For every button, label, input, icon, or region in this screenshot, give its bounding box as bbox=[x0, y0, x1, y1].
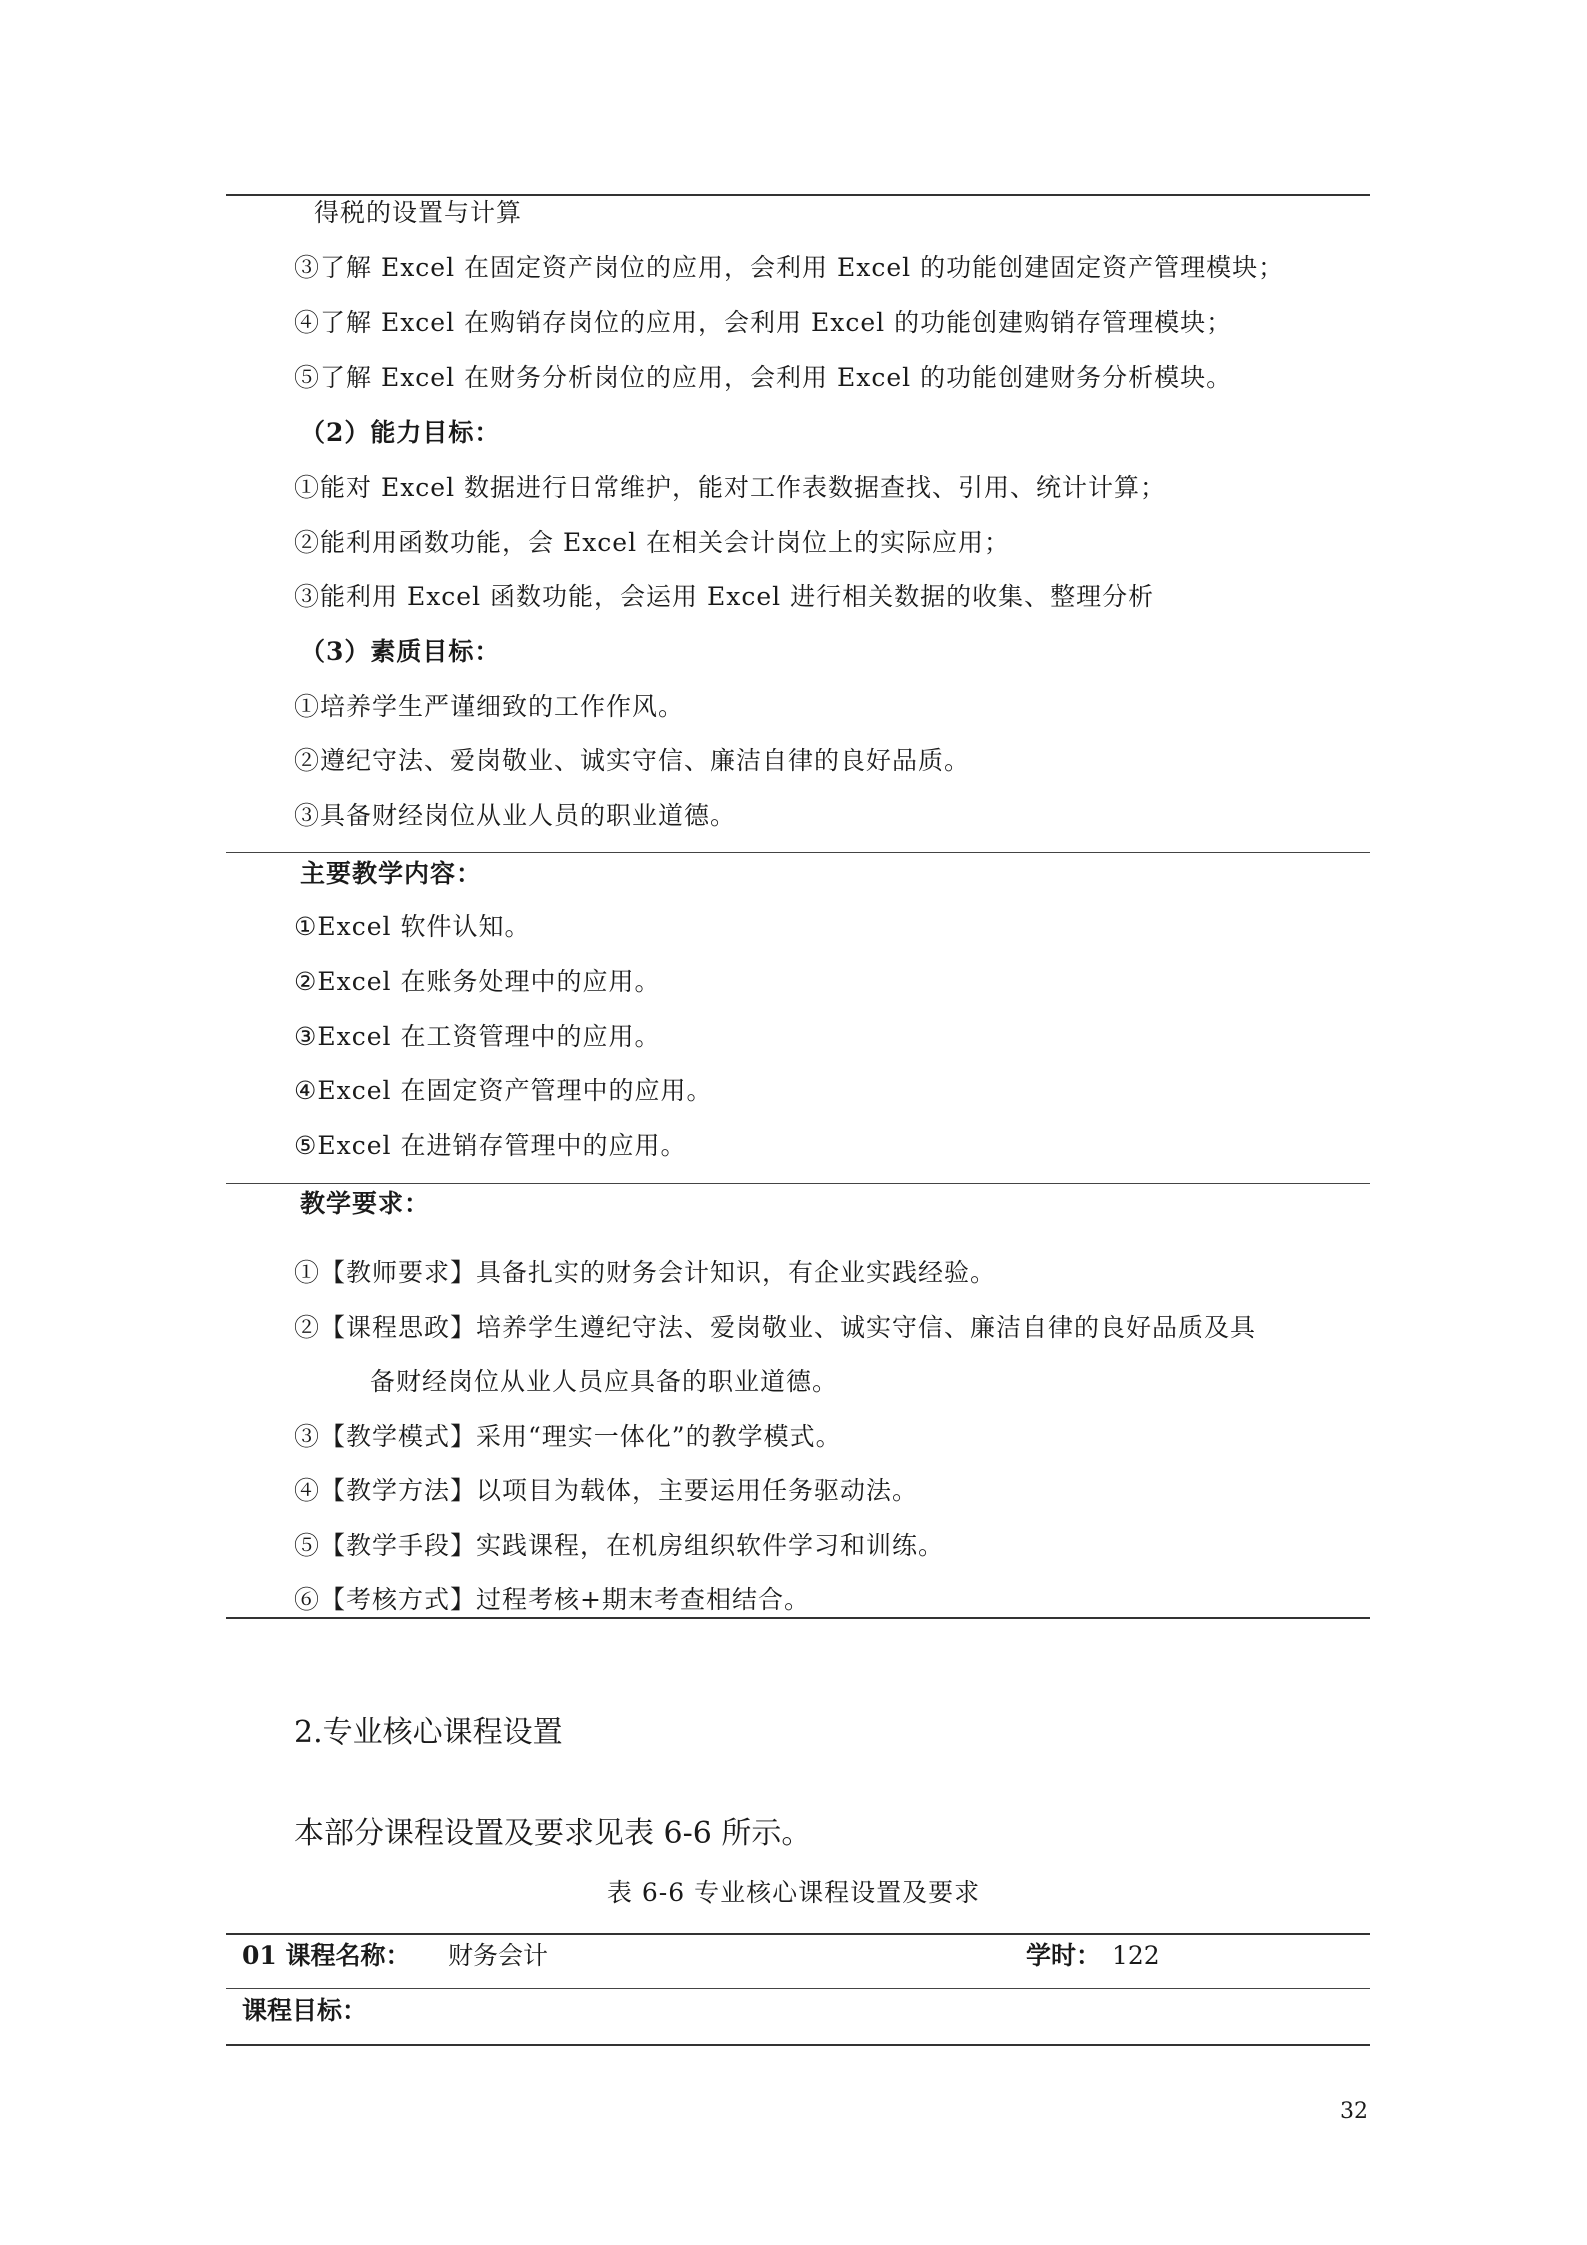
requirement-item: ①【教师要求】具备扎实的财务会计知识，有企业实践经验。 bbox=[294, 1258, 997, 1287]
course-name-label: 01 课程名称： bbox=[242, 1941, 411, 1970]
requirement-item: ②【课程思政】培养学生遵纪守法、爱岗敬业、诚实守信、廉洁自律的良好品质及具 bbox=[294, 1313, 1257, 1342]
table-bottom-border bbox=[226, 1617, 1370, 1619]
table-row-border bbox=[226, 2044, 1370, 2046]
requirement-item: ④【教学方法】以项目为载体，主要运用任务驱动法。 bbox=[294, 1476, 919, 1505]
course-goal-label: 课程目标： bbox=[242, 1996, 368, 2025]
quality-goal-heading: （3）素质目标： bbox=[300, 637, 501, 666]
teaching-requirements-heading: 教学要求： bbox=[300, 1189, 431, 1218]
text-line: ⑤了解 Excel 在财务分析岗位的应用，会利用 Excel 的功能创建财务分析模块。 bbox=[294, 363, 1233, 392]
ability-item: ①能对 Excel 数据进行日常维护，能对工作表数据查找、引用、统计计算； bbox=[294, 473, 1167, 502]
requirement-item: ⑤【教学手段】实践课程，在机房组织软件学习和训练。 bbox=[294, 1531, 945, 1560]
content-item: ⑤Excel 在进销存管理中的应用。 bbox=[294, 1131, 687, 1160]
content-item: ③Excel 在工资管理中的应用。 bbox=[294, 1022, 661, 1051]
requirement-item: ⑥【考核方式】过程考核+期末考查相结合。 bbox=[294, 1585, 810, 1614]
table-divider bbox=[226, 1183, 1370, 1184]
teaching-content-heading: 主要教学内容： bbox=[300, 859, 483, 888]
hours-label: 学时： bbox=[1026, 1941, 1102, 1970]
section-title: 2.专业核心课程设置 bbox=[294, 1715, 563, 1750]
text-line: ③了解 Excel 在固定资产岗位的应用，会利用 Excel 的功能创建固定资产管理模块； bbox=[294, 253, 1285, 282]
ability-item: ③能利用 Excel 函数功能，会运用 Excel 进行相关数据的收集、整理分析 bbox=[294, 582, 1155, 611]
section-intro: 本部分课程设置及要求见表 6-6 所示。 bbox=[294, 1816, 812, 1851]
quality-item: ③具备财经岗位从业人员的职业道德。 bbox=[294, 801, 737, 830]
hours-value: 122 bbox=[1112, 1941, 1160, 1970]
content-item: ①Excel 软件认知。 bbox=[294, 912, 531, 941]
page-number: 32 bbox=[1340, 2099, 1368, 2124]
table-top-border bbox=[226, 1933, 1370, 1935]
table-divider bbox=[226, 852, 1370, 853]
ability-goal-heading: （2）能力目标： bbox=[300, 418, 501, 447]
table-divider bbox=[226, 1988, 1370, 1989]
text-line: ④了解 Excel 在购销存岗位的应用，会利用 Excel 的功能创建购销存管理模块； bbox=[294, 308, 1233, 337]
course-name-value: 财务会计 bbox=[448, 1941, 549, 1970]
ability-item: ②能利用函数功能，会 Excel 在相关会计岗位上的实际应用； bbox=[294, 528, 1011, 557]
requirement-item: ③【教学模式】采用“理实一体化”的教学模式。 bbox=[294, 1422, 842, 1451]
content-item: ②Excel 在账务处理中的应用。 bbox=[294, 967, 661, 996]
requirement-item-continued: 备财经岗位从业人员应具备的职业道德。 bbox=[370, 1367, 839, 1396]
content-item: ④Excel 在固定资产管理中的应用。 bbox=[294, 1076, 713, 1105]
quality-item: ②遵纪守法、爱岗敬业、诚实守信、廉洁自律的良好品质。 bbox=[294, 746, 971, 775]
text-line: 得税的设置与计算 bbox=[314, 198, 523, 227]
quality-item: ①培养学生严谨细致的工作作风。 bbox=[294, 692, 685, 721]
table-caption: 表 6-6 专业核心课程设置及要求 bbox=[606, 1878, 981, 1907]
